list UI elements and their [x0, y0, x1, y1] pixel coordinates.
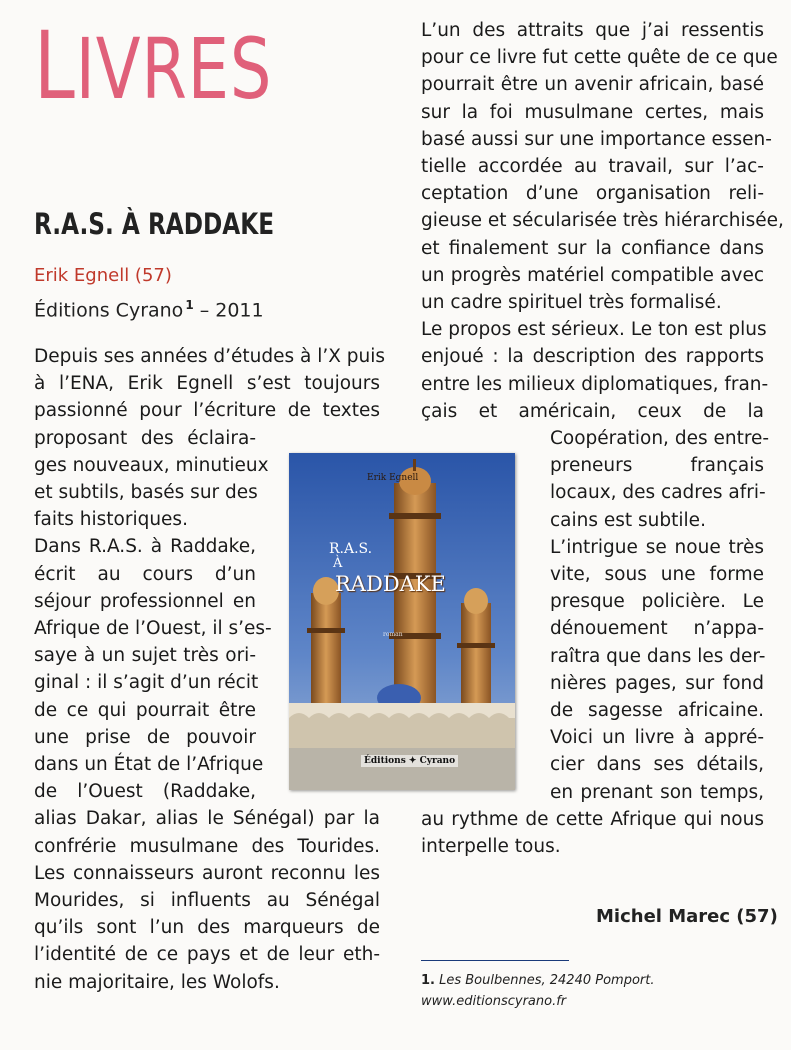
left-column-line: faits historiques. [34, 509, 188, 531]
footnote-ref: 1 [185, 298, 194, 312]
left-column-line: Mourides, si influents au Sénégal [34, 890, 380, 911]
left-column-line: passionné pour l’écriture de textes [34, 400, 380, 422]
footnote-number: 1. [421, 973, 435, 988]
left-column-line: ginal : il s’agit d’un récit [34, 672, 259, 694]
cover-genre: roman [383, 631, 403, 638]
footnote-divider [421, 960, 569, 961]
footnote-text: Les Boulbennes, 24240 Pomport. [434, 973, 655, 988]
section-title-rest: IVRES [75, 20, 273, 118]
right-column-line: interpelle tous. [421, 836, 561, 857]
left-column-line: à l’ENA, Erik Egnell s’est toujours [34, 373, 380, 395]
left-column-line: alias Dakar, alias le Sénégal) par la [34, 808, 380, 830]
right-column-line: un progrès matériel compatible avec [421, 264, 764, 286]
right-column-line: et finalement sur la confiance dans [421, 237, 764, 259]
left-column-line: ges nouveaux, minutieux [34, 454, 269, 476]
left-column-line: saye à un sujet très ori- [34, 645, 256, 667]
right-column-line: en prenant son temps, [550, 781, 764, 803]
review-signature: Michel Marec (57) [596, 906, 778, 927]
right-column-line: pourrait être un avenir africain, basé [421, 74, 764, 96]
cover-title-line1: R.A.S. [329, 541, 373, 557]
left-column-line: confrérie musulmane des Tourides. [34, 835, 380, 857]
left-column-line: et subtils, basés sur des [34, 482, 258, 503]
right-column-line: Voici un livre à appré- [550, 727, 764, 749]
right-column-line: tielle accordée au travail, sur l’ac- [421, 156, 764, 177]
publisher-website: www.editionscyrano.fr [421, 994, 567, 1009]
cover-author: Erik Egnell [367, 473, 419, 483]
left-column-line: dans un État de l’Afrique [34, 754, 264, 775]
section-title-lead: L [34, 12, 76, 121]
book-publisher-line [34, 298, 264, 321]
left-column-line: Dans R.A.S. à Raddake, [34, 536, 256, 558]
cover-title-line2: À [333, 556, 343, 571]
cover-artwork [289, 453, 515, 790]
right-column-line: vite, sous une forme [550, 564, 764, 585]
footnote [421, 973, 654, 988]
right-column-line: Le propos est sérieux. Le ton est plus [421, 319, 767, 341]
cover-title-line3: RADDAKE [335, 572, 446, 596]
left-column-line: proposant des éclaira- [34, 427, 256, 449]
right-column-line: pour ce livre fut cette quête de ce que [421, 47, 778, 69]
left-column-line: nie majoritaire, les Wolofs. [34, 971, 280, 993]
right-column-line: preneurs français [550, 455, 764, 477]
left-column-line: qu’ils sont l’un des marqueurs de [34, 917, 380, 939]
left-column-line: l’identité de ce pays et de leur eth- [34, 944, 380, 966]
book-author: Erik Egnell (57) [34, 265, 172, 286]
book-title: R.A.S. À RADDAKE [34, 207, 275, 241]
right-column-line: dénouement n’appa- [550, 618, 764, 640]
right-column-line: basé aussi sur une importance essen- [421, 128, 772, 150]
right-column-line: L’intrigue se noue très [550, 536, 764, 558]
publication-year: – 2011 [193, 299, 264, 322]
right-column-line: ceptation d’une organisation reli- [421, 183, 764, 205]
right-column-line: presque policière. Le [550, 591, 764, 613]
book-cover [289, 453, 515, 790]
right-column-line: Coopération, des entre- [550, 428, 770, 449]
right-column-line: de sagesse africaine. [550, 700, 764, 721]
right-column-line: raîtra que dans les der- [550, 645, 766, 667]
right-column-line: çais et américain, ceux de la [421, 400, 764, 422]
left-column-line: de ce qui pourrait être [34, 699, 256, 721]
right-column-line: un cadre spirituel très formalisé. [421, 292, 722, 313]
section-title [34, 12, 273, 121]
right-column-line: au rythme de cette Afrique qui nous [421, 808, 764, 830]
publisher-name: Éditions Cyrano [34, 299, 184, 322]
left-column-line: une prise de pouvoir [34, 726, 256, 748]
right-column-line: enjoué : la description des rapports [421, 346, 764, 368]
left-column-line: de l’Ouest (Raddake, [34, 781, 256, 803]
right-column-line: locaux, des cadres afri- [550, 482, 766, 504]
right-column-line: entre les milieux diplomatiques, fran- [421, 373, 769, 395]
cover-publisher: Éditions ✦ Cyrano [361, 755, 458, 767]
right-column-line: sur la foi musulmane certes, mais [421, 101, 764, 123]
right-column-line: gieuse et sécularisée très hiérarchisée, [421, 210, 784, 232]
left-column-line: Les connaisseurs auront reconnu les [34, 862, 380, 884]
right-column-line: L’un des attraits que j’ai ressentis [421, 20, 764, 41]
right-column-line: nières pages, sur fond [550, 672, 764, 694]
right-column-line: cains est subtile. [550, 509, 706, 531]
right-column-line: cier dans ses détails, [550, 754, 764, 776]
left-column-line: Depuis ses années d’études à l’X puis [34, 346, 386, 367]
left-column-line: séjour professionnel en [34, 590, 256, 612]
left-column-line: Afrique de l’Ouest, il s’es- [34, 618, 272, 639]
left-column-line: écrit au cours d’un [34, 563, 256, 585]
